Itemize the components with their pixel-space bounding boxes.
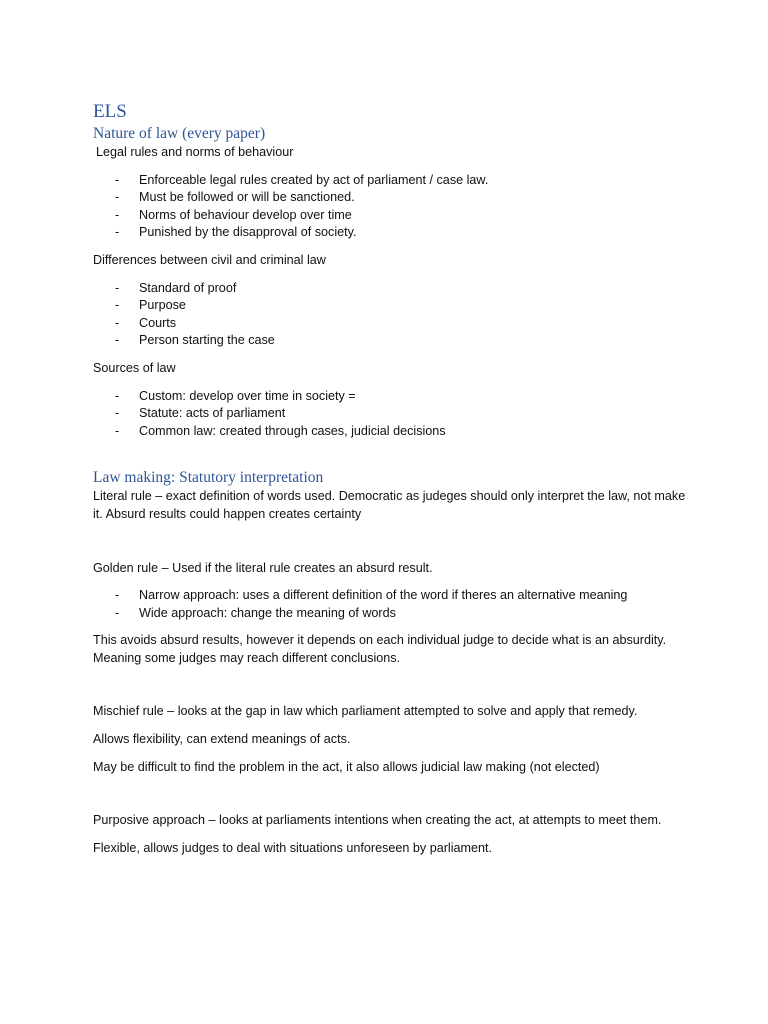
list-item: - Common law: created through cases, judicial decisions	[93, 423, 693, 441]
dash-bullet-icon: -	[115, 605, 120, 620]
mischief-rule-disadvantage: May be difficult to find the problem in the act, it also allows judicial law making (not elected)	[93, 759, 600, 774]
golden-rule-text: Golden rule – Used if the literal rule creates an absurd result.	[93, 560, 433, 575]
dash-bullet-icon: -	[115, 588, 120, 603]
list-item: - Purpose	[93, 297, 693, 315]
dash-bullet-icon: -	[115, 298, 120, 313]
differences-label: Differences between civil and criminal law	[93, 252, 326, 267]
sources-label: Sources of law	[93, 360, 176, 375]
list-item: - Statute: acts of parliament	[93, 405, 693, 423]
dash-bullet-icon: -	[115, 190, 120, 205]
list-item: - Wide approach: change the meaning of words	[93, 605, 693, 623]
dash-bullet-icon: -	[115, 333, 120, 348]
dash-bullet-icon: -	[115, 172, 120, 187]
document-title: ELS	[93, 101, 127, 122]
differences-list	[93, 280, 693, 350]
golden-rule-evaluation: This avoids absurd results, however it depends on each individual judge to decide what is an absurdity. Meaning some judges may reach different conclusions.	[93, 633, 667, 665]
dash-bullet-icon: -	[115, 315, 120, 330]
mischief-rule-advantage: Allows flexibility, can extend meanings of acts.	[93, 732, 351, 747]
dash-bullet-icon: -	[115, 388, 120, 403]
mischief-rule-text: Mischief rule – looks at the gap in law which parliament attempted to solve and apply that remedy.	[93, 704, 638, 719]
section-heading-statutory-interpretation: Law making: Statutory interpretation	[93, 469, 324, 487]
list-item: - Person starting the case	[93, 332, 693, 350]
dash-bullet-icon: -	[115, 423, 120, 438]
dash-bullet-icon: -	[115, 207, 120, 222]
list-item: - Norms of behaviour develop over time	[93, 207, 693, 225]
intro-text: Legal rules and norms of behaviour	[96, 145, 294, 159]
nature-of-law-list	[93, 172, 693, 242]
dash-bullet-icon: -	[115, 225, 120, 240]
list-item: - Punished by the disapproval of society.	[93, 224, 693, 242]
dash-bullet-icon: -	[115, 280, 120, 295]
literal-rule-text: Literal rule – exact definition of words used. Democratic as judeges should only interpret the law, not make it. Absurd results could happen creates certainty	[93, 489, 686, 521]
purposive-approach-text: Purposive approach – looks at parliaments intentions when creating the act, at attempts to meet them.	[93, 813, 662, 828]
list-item: - Courts	[93, 315, 693, 333]
list-item: - Standard of proof	[93, 280, 693, 298]
list-item: - Custom: develop over time in society =	[93, 388, 693, 406]
document-page	[93, 100, 693, 857]
golden-rule-list	[93, 587, 693, 622]
list-item: - Narrow approach: uses a different definition of the word if theres an alternative meaning	[93, 587, 693, 605]
dash-bullet-icon: -	[115, 406, 120, 421]
purposive-approach-advantage: Flexible, allows judges to deal with situations unforeseen by parliament.	[93, 840, 493, 855]
list-item: - Enforceable legal rules created by act of parliament / case law.	[93, 172, 693, 190]
section-heading-nature-of-law: Nature of law (every paper)	[93, 125, 266, 142]
list-item: - Must be followed or will be sanctioned.	[93, 189, 693, 207]
sources-list	[93, 388, 693, 441]
